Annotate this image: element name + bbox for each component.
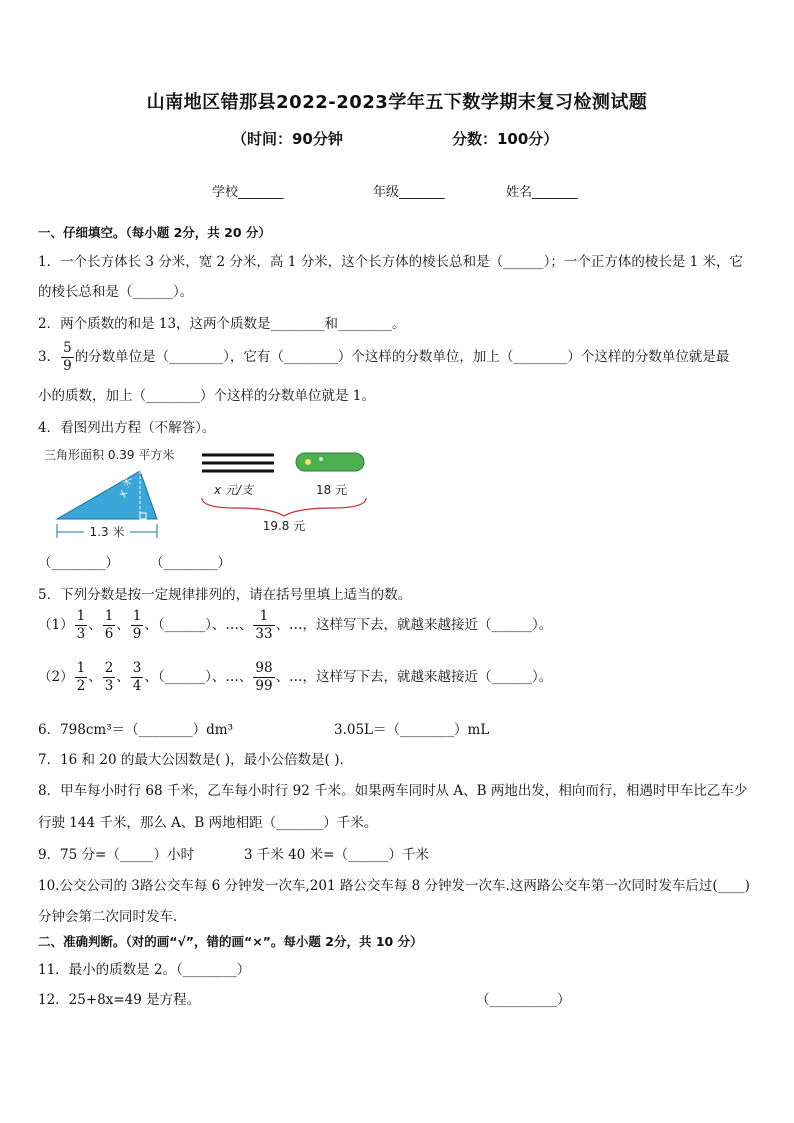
question-3-number: 3． (38, 349, 61, 365)
fraction-denominator: 2 (76, 678, 86, 694)
question-3-line-1 (38, 340, 729, 375)
triangle-height-label: x 米 (115, 474, 136, 500)
question-9-part-b: 3 千米 40 米=（______）千米 (244, 847, 429, 863)
question-1-line-2: 的棱长总和是（______）。 (38, 284, 194, 300)
fraction (103, 660, 116, 695)
total-price-label: 19.8 元 (262, 519, 306, 533)
triangle-base-label: 1.3 米 (89, 525, 125, 539)
fraction (131, 608, 144, 643)
question-6-part-b: 3.05L＝（________）mL (334, 722, 490, 738)
total-brace (202, 498, 366, 516)
fraction-denominator: 99 (255, 678, 273, 694)
question-12: 12．25+8x=49 是方程。 (38, 992, 201, 1008)
fraction-numerator: 3 (132, 660, 142, 676)
question-3-line-2: 小的质数，加上（________）个这样的分数单位就是 1。 (38, 388, 375, 404)
question-7: 7．16 和 20 的最大公因数是( )，最小公倍数是( )． (38, 752, 353, 768)
section-2-heading: 二、准确判断。（对的画“√”，错的画“×”。每小题 2分，共 10 分） (38, 934, 423, 949)
fraction-5-9 (61, 340, 74, 375)
part-1-label: （1） (38, 617, 74, 633)
question-4: 4．看图列出方程（不解答）。 (38, 420, 216, 436)
part-1-tail: 、…，这样写下去，就越来越接近（______）。 (275, 617, 553, 633)
triangle-area-label: 三角形面积 0.39 平方米 (44, 448, 175, 462)
question-10-line-2: 分钟会第二次同时发车. (38, 909, 178, 925)
fraction (103, 608, 116, 643)
fraction-denominator: 3 (76, 626, 86, 642)
fraction-numerator: 1 (132, 608, 142, 624)
question-5: 5．下列分数是按一定规律排列的，请在括号里填上适当的数。 (38, 587, 412, 603)
exam-time: （时间：90分钟 (232, 130, 343, 148)
part-2-middle: 、（______）、…、 (144, 669, 253, 685)
question-1-line-1: 1．一个长方体长 3 分米，宽 2 分米，高 1 分米，这个长方体的棱长总和是（______）；一个正方体的棱长是 1 米，它 (38, 254, 744, 270)
fraction-numerator: 1 (104, 608, 114, 624)
question-5-part-2: （2） $\frac{1}{2}$ 、 $\frac{2}{3}$ 、 $\frac{3}{4}$ 、（______）、…、 $\frac{98}{99}$ 、…，这样写下去，就越来越接近（______）。 (38, 660, 553, 694)
fraction-denominator: 9 (63, 358, 72, 374)
question-3-text: 的分数单位是（________），它有（________）个这样的分数单位，加上（________）个这样的分数单位就是最 (74, 349, 730, 365)
fraction (253, 660, 274, 695)
fraction-numerator: 98 (255, 660, 273, 676)
part-2-label: （2） (38, 669, 74, 685)
fraction-numerator: 1 (76, 660, 86, 676)
fraction-numerator: 2 (104, 660, 114, 676)
pens-and-box-figure (196, 446, 372, 536)
fraction-numerator: 5 (63, 340, 72, 356)
triangle-shape (57, 471, 157, 519)
section-1-heading: 一、仔细填空。（每小题 2分，共 20 分） (38, 225, 271, 240)
question-9-part-a: 9．75 分=（_____）小时 (38, 847, 195, 863)
question-4-blank-1[interactable]: （________） (38, 555, 119, 571)
question-10-line-1: 10.公交公司的 3路公交车每 6 分钟发一次车,201 路公交车每 8 分钟发一次车.这两路公交车第一次同时发车后过(____) (38, 878, 750, 894)
school-field[interactable]: 学校_______ (212, 185, 284, 200)
box-price-label: 18 元 (316, 483, 348, 497)
part-2-tail: 、…，这样写下去，就越来越接近（______）。 (275, 669, 553, 685)
triangle-figure (40, 442, 205, 542)
grade-field[interactable]: 年级_______ (373, 185, 445, 200)
name-field[interactable]: 姓名_______ (506, 185, 578, 200)
fraction-denominator: 4 (132, 678, 142, 694)
fraction-denominator: 33 (255, 626, 273, 642)
fraction (75, 660, 88, 695)
fraction-denominator: 6 (104, 626, 114, 642)
fraction-denominator: 9 (132, 626, 142, 642)
fraction-denominator: 3 (104, 678, 114, 694)
question-11: 11．最小的质数是 2。（________） (38, 962, 251, 978)
question-5-part-1: （1） $\frac{1}{3}$ 、 $\frac{1}{6}$ 、 $\frac{1}{9}$ 、（______）、…、 $\frac{1}{33}$ 、…，这样写下去，就越来越接近（______）。 (38, 608, 553, 642)
fraction (75, 608, 88, 643)
fraction-numerator: 1 (253, 608, 274, 626)
question-2: 2．两个质数的和是 13，这两个质数是________和________。 (38, 316, 406, 332)
pen-price-label: x 元/支 (214, 483, 253, 497)
fraction (131, 660, 144, 695)
question-8-line-2: 行驶 144 千米，那么 A、B 两地相距（_______）千米。 (38, 815, 378, 831)
question-12-blank[interactable]: （__________） (476, 992, 571, 1008)
fraction (253, 608, 274, 643)
question-8-line-1: 8．甲车每小时行 68 千米，乙车每小时行 92 千米。如果两车同时从 A、B 两地出发，相向而行，相遇时甲车比乙车少 (38, 783, 748, 799)
question-4-blank-2[interactable]: （________） (150, 555, 231, 571)
page-title: 山南地区错那县2022-2023学年五下数学期末复习检测试题 (146, 92, 648, 113)
question-6-part-a: 6．798cm³＝（________）dm³ (38, 722, 233, 738)
exam-score: 分数：100分） (452, 130, 559, 148)
part-1-middle: 、（______）、…、 (144, 617, 253, 633)
fraction-numerator: 1 (76, 608, 86, 624)
